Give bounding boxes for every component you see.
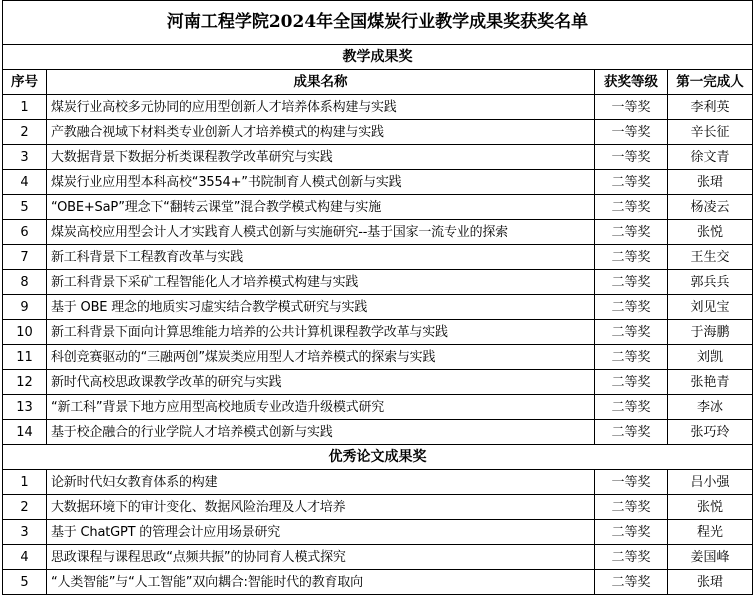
row-person: 张艳青 — [668, 370, 753, 395]
table-row — [3, 345, 753, 370]
row-level: 二等奖 — [595, 395, 668, 420]
table-row — [3, 545, 753, 570]
header-row — [3, 70, 753, 95]
row-no: 5 — [3, 195, 47, 220]
row-level: 二等奖 — [595, 170, 668, 195]
row-level: 二等奖 — [595, 320, 668, 345]
row-no: 14 — [3, 420, 47, 445]
row-name: 基于 ChatGPT 的管理会计应用场景研究 — [47, 520, 595, 545]
row-name: “OBE+SaP”理念下“翻转云课堂”混合教学模式构建与实施 — [47, 195, 595, 220]
row-no: 3 — [3, 520, 47, 545]
row-level: 二等奖 — [595, 220, 668, 245]
row-name: 大数据背景下数据分析类课程教学改革研究与实践 — [47, 145, 595, 170]
row-name: 煤炭高校应用型会计人才实践育人模式创新与实施研究--基于国家一流专业的探索 — [47, 220, 595, 245]
header-level: 获奖等级 — [595, 70, 668, 95]
row-person: 杨凌云 — [668, 195, 753, 220]
row-level: 一等奖 — [595, 120, 668, 145]
row-name: 煤炭行业高校多元协同的应用型创新人才培养体系构建与实践 — [47, 95, 595, 120]
row-no: 4 — [3, 170, 47, 195]
section-row — [3, 445, 753, 470]
header-no: 序号 — [3, 70, 47, 95]
award-table-body — [3, 1, 753, 595]
table-title: 河南工程学院2024年全国煤炭行业教学成果奖获奖名单 — [3, 1, 753, 45]
row-name: 煤炭行业应用型本科高校“3554+”书院制育人模式创新与实践 — [47, 170, 595, 195]
row-person: 辛长征 — [668, 120, 753, 145]
row-person: 张珺 — [668, 170, 753, 195]
award-table — [2, 0, 753, 595]
table-row — [3, 495, 753, 520]
row-person: 徐文青 — [668, 145, 753, 170]
row-no: 8 — [3, 270, 47, 295]
row-level: 二等奖 — [595, 195, 668, 220]
table-row — [3, 120, 753, 145]
row-level: 二等奖 — [595, 245, 668, 270]
section-row — [3, 45, 753, 70]
row-no: 6 — [3, 220, 47, 245]
row-name: 基于校企融合的行业学院人才培养模式创新与实践 — [47, 420, 595, 445]
row-name: 思政课程与课程思政“点频共振”的协同育人模式探究 — [47, 545, 595, 570]
table-row — [3, 245, 753, 270]
title-row — [3, 1, 753, 45]
row-person: 张珺 — [668, 570, 753, 595]
row-no: 2 — [3, 120, 47, 145]
row-level: 二等奖 — [595, 520, 668, 545]
row-level: 二等奖 — [595, 270, 668, 295]
row-person: 李冰 — [668, 395, 753, 420]
row-person: 于海鹏 — [668, 320, 753, 345]
row-no: 11 — [3, 345, 47, 370]
row-person: 郭兵兵 — [668, 270, 753, 295]
row-level: 二等奖 — [595, 420, 668, 445]
table-row — [3, 395, 753, 420]
row-level: 二等奖 — [595, 370, 668, 395]
row-person: 张悦 — [668, 220, 753, 245]
row-name: 基于 OBE 理念的地质实习虚实结合教学模式研究与实践 — [47, 295, 595, 320]
row-person: 吕小强 — [668, 470, 753, 495]
row-level: 一等奖 — [595, 145, 668, 170]
row-person: 王生交 — [668, 245, 753, 270]
row-person: 李利英 — [668, 95, 753, 120]
table-row — [3, 470, 753, 495]
table-row — [3, 220, 753, 245]
row-person: 姜国峰 — [668, 545, 753, 570]
table-row — [3, 370, 753, 395]
row-person: 刘凯 — [668, 345, 753, 370]
table-row — [3, 520, 753, 545]
table-row — [3, 270, 753, 295]
row-level: 二等奖 — [595, 495, 668, 520]
row-name: 新工科背景下工程教育改革与实践 — [47, 245, 595, 270]
table-row — [3, 320, 753, 345]
row-no: 2 — [3, 495, 47, 520]
row-no: 9 — [3, 295, 47, 320]
row-person: 程光 — [668, 520, 753, 545]
row-person: 刘见宝 — [668, 295, 753, 320]
row-level: 二等奖 — [595, 545, 668, 570]
row-no: 4 — [3, 545, 47, 570]
table-row — [3, 195, 753, 220]
table-row — [3, 145, 753, 170]
table-row — [3, 95, 753, 120]
row-name: 新工科背景下面向计算思维能力培养的公共计算机课程教学改革与实践 — [47, 320, 595, 345]
section-title: 教学成果奖 — [3, 45, 753, 70]
row-name: 产教融合视域下材料类专业创新人才培养模式的构建与实践 — [47, 120, 595, 145]
row-no: 1 — [3, 470, 47, 495]
table-row — [3, 170, 753, 195]
row-level: 二等奖 — [595, 570, 668, 595]
row-no: 12 — [3, 370, 47, 395]
table-row — [3, 420, 753, 445]
row-level: 一等奖 — [595, 470, 668, 495]
row-person: 张悦 — [668, 495, 753, 520]
table-row — [3, 295, 753, 320]
row-level: 一等奖 — [595, 95, 668, 120]
section-title: 优秀论文成果奖 — [3, 445, 753, 470]
row-no: 1 — [3, 95, 47, 120]
row-no: 3 — [3, 145, 47, 170]
row-name: 论新时代妇女教育体系的构建 — [47, 470, 595, 495]
row-name: 大数据环境下的审计变化、数据风险治理及人才培养 — [47, 495, 595, 520]
row-level: 二等奖 — [595, 345, 668, 370]
row-name: 科创竞赛驱动的“三融两创”煤炭类应用型人才培养模式的探索与实践 — [47, 345, 595, 370]
row-no: 13 — [3, 395, 47, 420]
row-name: “新工科”背景下地方应用型高校地质专业改造升级模式研究 — [47, 395, 595, 420]
row-no: 10 — [3, 320, 47, 345]
row-level: 二等奖 — [595, 295, 668, 320]
row-name: 新时代高校思政课教学改革的研究与实践 — [47, 370, 595, 395]
row-person: 张巧玲 — [668, 420, 753, 445]
table-row — [3, 570, 753, 595]
row-no: 5 — [3, 570, 47, 595]
header-name: 成果名称 — [47, 70, 595, 95]
row-no: 7 — [3, 245, 47, 270]
row-name: “人类智能”与“人工智能”双向耦合:智能时代的教育取向 — [47, 570, 595, 595]
header-person: 第一完成人 — [668, 70, 753, 95]
row-name: 新工科背景下采矿工程智能化人才培养模式构建与实践 — [47, 270, 595, 295]
